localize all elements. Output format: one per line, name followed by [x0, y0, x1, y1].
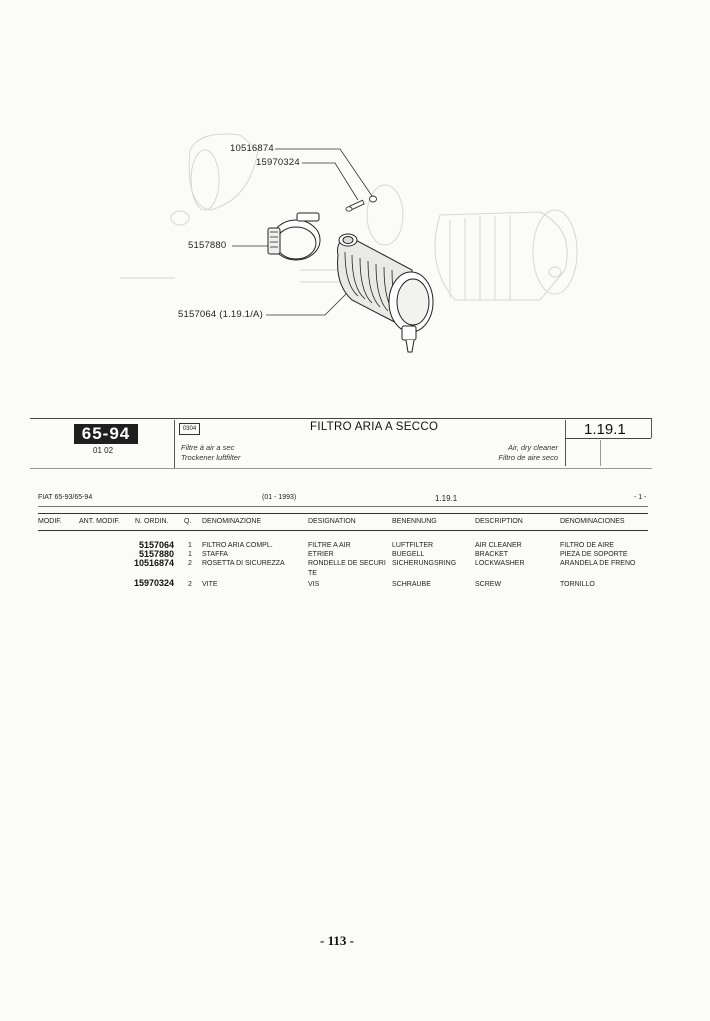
col-description: DESCRIPTION	[475, 518, 523, 525]
section-box-bottom	[565, 438, 651, 439]
name-spanish: FILTRO DE AIRE	[560, 542, 614, 549]
quantity: 1	[188, 542, 192, 549]
page-number: - 113 -	[320, 933, 354, 948]
sheet-number: - 1 -	[634, 494, 647, 501]
title-spanish: Filtro de aire seco	[498, 453, 558, 462]
title-english: Air, dry cleaner	[507, 443, 558, 452]
name-italian: FILTRO ARIA COMPL.	[202, 542, 273, 549]
section-number: 1.19.1	[584, 421, 626, 438]
part-number: 5157880	[138, 549, 174, 559]
callout-bracket: 5157880	[188, 240, 227, 251]
part-number: 15970324	[133, 578, 174, 588]
name-italian: VITE	[202, 581, 218, 588]
col-part-number: N. ORDIN.	[135, 518, 169, 525]
exploded-diagram	[0, 0, 710, 400]
name-french-cont: TE	[308, 570, 317, 577]
section-label: 1.19.1	[435, 494, 458, 503]
header-top-rule	[30, 418, 652, 419]
table-head-rule-bottom	[38, 530, 648, 531]
quantity: 1	[188, 551, 192, 558]
quantity: 2	[188, 560, 192, 567]
title-german: Trockener luftfilter	[181, 453, 241, 462]
name-english: AIR CLEANER	[475, 542, 522, 549]
name-italian: STAFFA	[202, 551, 228, 558]
model-label: FIAT 65-93/65-94	[38, 494, 93, 501]
name-german: SCHRAUBE	[392, 581, 431, 588]
col-modif: MODIF.	[38, 518, 62, 525]
header-divider-left	[174, 420, 175, 468]
header-divider-right	[565, 420, 566, 466]
section-box-right	[651, 418, 652, 438]
col-designation: DESIGNATION	[308, 518, 356, 525]
name-english: LOCKWASHER	[475, 560, 525, 567]
badge-sub: 01 02	[93, 446, 114, 455]
small-code-box: 0304	[179, 423, 200, 435]
col-denominazione: DENOMINAZIONE	[202, 518, 262, 525]
col-ant-modif: ANT. MODIF.	[79, 518, 120, 525]
part-number: 10516874	[133, 558, 174, 568]
page-title: FILTRO ARIA A SECCO	[310, 421, 439, 433]
col-denominaciones: DENOMINACIONES	[560, 518, 625, 525]
name-french: VIS	[308, 581, 320, 588]
callout-screw: 15970324	[256, 157, 300, 168]
callout-lockwasher: 10516874	[230, 143, 274, 154]
name-english: BRACKET	[475, 551, 509, 558]
name-spanish: TORNILLO	[560, 581, 595, 588]
name-german: BUEGELL	[392, 551, 425, 558]
title-french: Filtre à air a sec	[181, 443, 235, 452]
name-french: RONDELLE DE SECURI	[308, 560, 386, 567]
date-label: (01 - 1993)	[262, 494, 297, 501]
model-badge: 65-94	[74, 424, 138, 444]
section-tick	[600, 440, 601, 466]
header-bottom-rule	[30, 468, 652, 469]
name-german: SICHERUNGSRING	[392, 560, 457, 567]
name-french: ETRIER	[308, 551, 334, 558]
callout-air-cleaner: 5157064 (1.19.1/A)	[178, 309, 263, 320]
meta-rule	[38, 506, 648, 507]
col-qty: Q.	[184, 518, 192, 525]
name-english: SCREW	[475, 581, 502, 588]
table-head-rule-top	[38, 513, 648, 514]
quantity: 2	[188, 581, 192, 588]
col-benennung: BENENNUNG	[392, 518, 437, 525]
name-german: LUFTFILTER	[392, 542, 434, 549]
name-french: FILTRE A AIR	[308, 542, 351, 549]
name-italian: ROSETTA DI SICUREZZA	[202, 560, 285, 567]
name-spanish: PIEZA DE SOPORTE	[560, 551, 628, 558]
name-spanish: ARANDELA DE FRENO	[560, 560, 636, 567]
part-number: 5157064	[138, 540, 174, 550]
